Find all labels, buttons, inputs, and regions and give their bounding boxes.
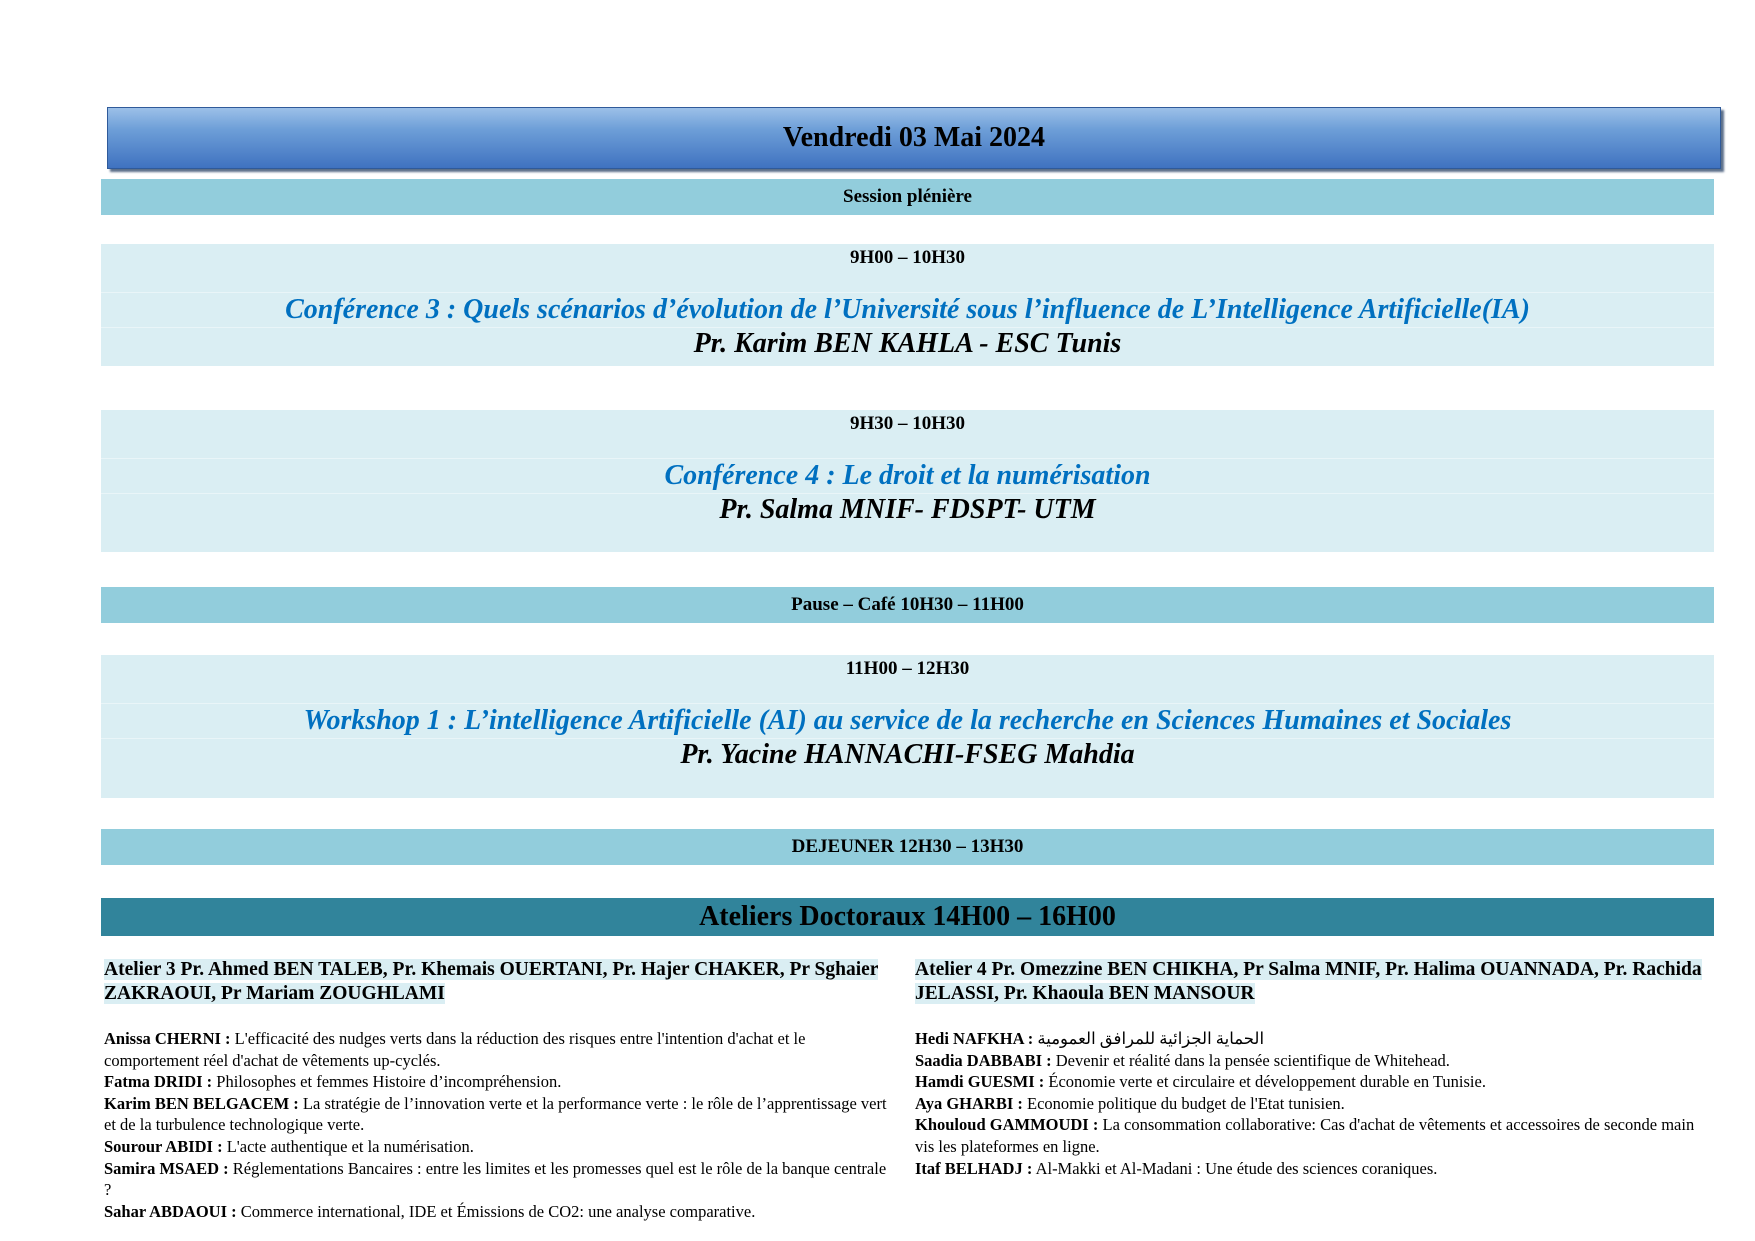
row-divider: [101, 292, 1714, 293]
list-item: [104, 1136, 894, 1158]
presenter-name: Khouloud GAMMOUDI :: [915, 1115, 1099, 1135]
presentation-topic: Al-Makki et Al-Madani : Une étude des sciences coraniques.: [1035, 1158, 1438, 1178]
presenter-name: Hamdi GUESMI :: [915, 1072, 1045, 1092]
presentation-list: [104, 1028, 894, 1222]
presenter-name: Sahar ABDAOUI :: [104, 1201, 237, 1221]
conference-time: 9H30 – 10H30: [849, 413, 966, 434]
presenter-name: Aya GHARBI :: [915, 1093, 1023, 1113]
presenter-name: Karim BEN BELGACEM :: [104, 1093, 299, 1113]
list-item: [104, 1158, 894, 1201]
workshop-time: 11H00 – 12H30: [845, 658, 970, 679]
conference-speaker: Pr. Salma MNIF- FDSPT- UTM: [719, 494, 1096, 525]
pause-bar: [101, 587, 1714, 623]
presenter-name: Samira MSAED :: [104, 1158, 229, 1178]
list-item: [104, 1093, 894, 1136]
list-item: [915, 1028, 1705, 1050]
list-item: [104, 1028, 894, 1071]
conference-block: [101, 244, 1714, 366]
presentation-topic: الحماية الجزائية للمرافق العمومية: [1037, 1029, 1265, 1048]
list-item: [915, 1093, 1705, 1115]
presenter-name: Sourour ABIDI :: [104, 1136, 223, 1156]
pause-label: Pause – Café 10H30 – 11H00: [791, 594, 1024, 615]
lunch-bar: [101, 829, 1714, 865]
atelier-header-text: Atelier 3 Pr. Ahmed BEN TALEB, Pr. Khemais OUERTANI, Pr. Hajer CHAKER, Pr Sghaier ZAKRAOUI, Pr Mariam ZOUGHLAMI: [104, 959, 879, 1004]
list-item: [915, 1114, 1705, 1157]
session-bar: [101, 179, 1714, 215]
session-title: Session plénière: [843, 186, 972, 207]
list-item: [915, 1071, 1705, 1093]
list-item: [104, 1201, 894, 1223]
presentation-topic: La consommation collaborative: Cas d'achat de vêtements et accessoires de seconde main vis les plateformes en ligne.: [915, 1115, 1695, 1156]
atelier-4-column: [915, 958, 1705, 1179]
presentation-topic: L'acte authentique et la numérisation.: [226, 1136, 474, 1156]
presenter-name: Fatma DRIDI :: [104, 1072, 213, 1092]
presentation-topic: Commerce international, IDE et Émissions de CO2: une analyse comparative.: [240, 1201, 756, 1221]
ateliers-bar: [101, 898, 1714, 936]
presentation-topic: Réglementations Bancaires : entre les limites et les promesses quel est le rôle de la banque centrale ?: [104, 1158, 887, 1200]
presenter-name: Saadia DABBABI :: [915, 1050, 1052, 1070]
conference-block: [101, 410, 1714, 552]
workshop-block: [101, 655, 1714, 798]
presenter-name: Anissa CHERNI :: [104, 1029, 231, 1048]
presentation-topic: Economie politique du budget de l'Etat tunisien.: [1027, 1093, 1345, 1113]
presentation-topic: Devenir et réalité dans la pensée scientifique de Whitehead.: [1055, 1050, 1450, 1070]
presentation-list: [915, 1028, 1705, 1179]
list-item: [104, 1071, 894, 1093]
conference-title: Conférence 3 : Quels scénarios d’évolution de l’Université sous l’influence de L’Intelligence Artificielle(IA): [285, 294, 1530, 325]
presentation-topic: L'efficacité des nudges verts dans la réduction des risques entre l'intention d'achat et le comportement réel d'achat de vêtements up-cyclés.: [104, 1029, 806, 1070]
workshop-speaker: Pr. Yacine HANNACHI-FSEG Mahdia: [680, 739, 1135, 770]
presentation-topic: La stratégie de l’innovation verte et la performance verte : le rôle de l’apprentissage vert et de la turbulence technologique verte.: [104, 1093, 887, 1135]
atelier-header: [104, 958, 894, 1006]
presentation-topic: Philosophes et femmes Histoire d’incompréhension.: [216, 1072, 562, 1092]
presentation-topic: Économie verte et circulaire et développement durable en Tunisie.: [1048, 1072, 1486, 1092]
list-item: [915, 1050, 1705, 1072]
presenter-name: Hedi NAFKHA :: [915, 1029, 1034, 1048]
conference-title: Conférence 4 : Le droit et la numérisation: [664, 460, 1151, 491]
atelier-header: [915, 958, 1705, 1006]
presenter-name: Itaf BELHADJ :: [915, 1158, 1033, 1178]
day-title: Vendredi 03 Mai 2024: [782, 122, 1046, 153]
row-divider: [101, 703, 1714, 704]
list-item: [915, 1158, 1705, 1180]
workshop-title: Workshop 1 : L’intelligence Artificielle (AI) au service de la recherche en Sciences Humaines et Sociales: [303, 705, 1512, 736]
lunch-label: DEJEUNER 12H30 – 13H30: [791, 836, 1024, 857]
ateliers-title: Ateliers Doctoraux 14H00 – 16H00: [699, 901, 1116, 932]
conference-speaker: Pr. Karim BEN KAHLA - ESC Tunis: [693, 328, 1122, 359]
day-banner: [107, 107, 1721, 169]
row-divider: [101, 458, 1714, 459]
atelier-header-text: Atelier 4 Pr. Omezzine BEN CHIKHA, Pr Salma MNIF, Pr. Halima OUANNADA, Pr. Rachida JELASSI, Pr. Khaoula BEN MANSOUR: [915, 959, 1702, 1004]
conference-time: 9H00 – 10H30: [849, 247, 966, 268]
atelier-3-column: [104, 958, 894, 1222]
